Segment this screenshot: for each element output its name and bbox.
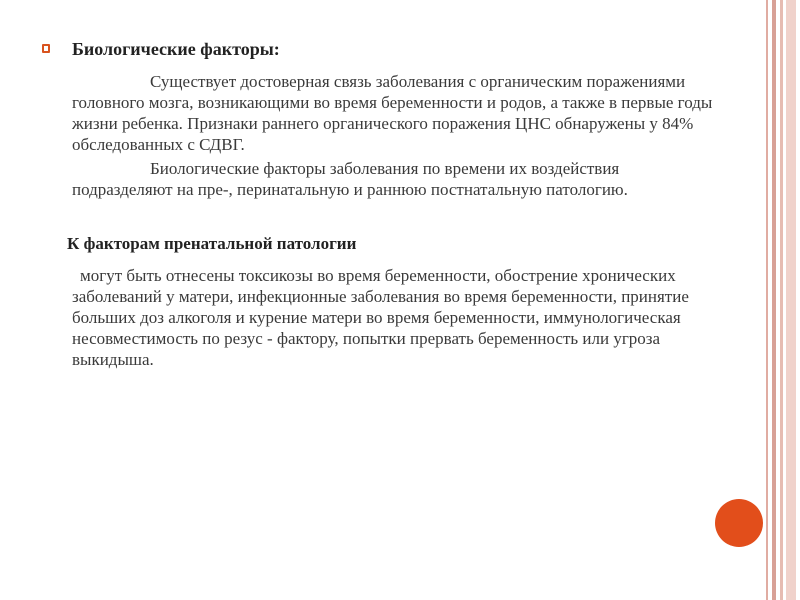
bullet-title: Биологические факторы: <box>72 39 280 59</box>
paragraph-1: Существует достоверная связь заболевания с органическим поражениями головного мозга, возникающими во время беременности и родов, а также в первые годы жизни ребенка. Признаки раннего органического поражения ЦНС обнаружены у 84% обследованных с СДВГ. <box>72 72 713 154</box>
decorative-circle <box>715 499 763 547</box>
slide-content <box>42 38 722 370</box>
bullet-item <box>42 38 722 60</box>
border-stripe <box>766 0 768 600</box>
bullet-square-icon <box>42 44 50 53</box>
paragraph-2: Биологические факторы заболевания по времени их воздействия подразделяют на пре-, перинатальную и раннюю постнатальную патологию. <box>72 159 628 199</box>
paragraph-3: могут быть отнесены токсикозы во время беременности, обострение хронических заболеваний у матери, инфекционные заболевания во время беременности, принятие больших доз алкоголя и курение матери во время беременности, иммунологическая несовместимость по резус - фактору, попытки прервать беременность или угроза выкидыша. <box>72 266 689 369</box>
border-stripe <box>780 0 783 600</box>
border-stripe <box>772 0 776 600</box>
border-stripe <box>786 0 796 600</box>
subheading: К факторам пренатальной патологии <box>67 234 357 253</box>
